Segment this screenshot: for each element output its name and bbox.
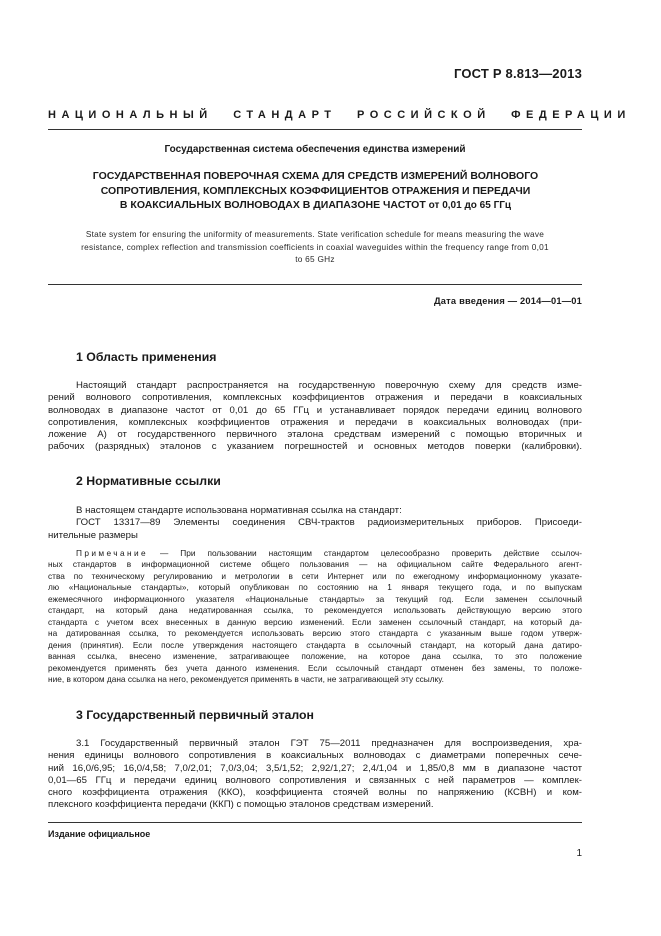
note-line: рекомендуется применять без учета данного изменения. Если ссылочный стандарт отменен без замены, то положе- xyxy=(48,662,582,673)
english-title-line: State system for ensuring the uniformity of measurements. State verification schedule for means measuring the wave xyxy=(85,229,545,239)
title-line: ГОСУДАРСТВЕННАЯ ПОВЕРОЧНАЯ СХЕМА ДЛЯ СРЕДСТВ ИЗМЕРЕНИЙ ВОЛНОВОГО xyxy=(92,170,539,182)
national-standard-banner: НАЦИОНАЛЬНЫЙ СТАНДАРТ РОССИЙСКОЙ ФЕДЕРАЦИИ xyxy=(48,109,631,121)
section-2-heading: 2 Нормативные ссылки xyxy=(76,474,221,488)
text-line: нения единицы волнового сопротивления в коаксиальных волноводах с диаметрами поперечных сече- xyxy=(48,750,582,762)
section-3-text xyxy=(48,738,582,812)
section-2-text xyxy=(48,505,582,542)
text-line: Настоящий стандарт распространяется на государственную поверочную схему для средств изме- xyxy=(76,380,582,391)
note-line: ства по техническому регулированию и метрологии в сети Интернет или по ежегодному информационному указате- xyxy=(48,570,582,581)
section-3-heading: 3 Государственный первичный эталон xyxy=(76,708,314,722)
note-line: дения (принятия). Если после утверждения настоящего стандарта в ссылочный стандарт, на который дана датиро- xyxy=(48,639,582,650)
title-line-range: от 0,01 до 65 ГГц xyxy=(428,200,512,211)
title-line-main: В КОАКСИАЛЬНЫХ ВОЛНОВОДАХ В ДИАПАЗОНЕ ЧАСТОТ xyxy=(119,199,429,211)
note-line: ние, в котором дана ссылка на него, рекомендуется применять в части, не затрагивающей эту ссылку. xyxy=(48,673,444,684)
note-line: ежемесячного информационного указателя «Национальные стандарты» за текущий год. Если заменен ссылочный xyxy=(48,593,582,604)
text-line: рений волнового сопротивления, комплексных коэффициентов отражения и передачи в коаксиальных xyxy=(48,392,582,404)
text-line: сного коэффициента отражения (ККО), коэффициента стоячей волны по напряжению (КСВН) и ком- xyxy=(48,787,582,799)
note-line: лю «Национальные стандарты», который опубликован по состоянию на 1 января текущего года, и по выпускам xyxy=(48,582,582,593)
note-line: ванная ссылка, внесено изменение, затрагивающее положение, на которое дана ссылка, то это положение xyxy=(48,651,582,662)
header-divider xyxy=(48,129,582,130)
page-number: 1 xyxy=(576,848,582,859)
text-line: ний 16,0/6,95; 16,0/4,58; 7,0/2,01; 7,0/3,04; 3,5/1,52; 2,92/1,27; 2,4/1,04 и 1,85/0,8 мм в диапазоне частот xyxy=(48,762,582,774)
text-line: В настоящем стандарте использована нормативная ссылка на стандарт: xyxy=(76,505,402,516)
document-title xyxy=(60,169,571,214)
text-line: ГОСТ 13317—89 Элементы соединения СВЧ-трактов радиоизмерительных приборов. Присоеди- xyxy=(76,517,582,529)
text-line: 3.1 Государственный первичный эталон ГЭТ 75—2011 предназначен для воспроизведения, хра- xyxy=(76,738,582,749)
text-line: плексного коэффициента передачи (ККП) с помощью эталонов средствам измерений. xyxy=(48,799,434,811)
intro-date: Дата введения — 2014—01—01 xyxy=(433,296,582,306)
section-1-text xyxy=(48,380,582,454)
standard-code: ГОСТ Р 8.813—2013 xyxy=(453,66,582,81)
text-line: сопротивления, комплексных коэффициентов отражения и передачи в коаксиальных волноводах (при- xyxy=(48,416,582,428)
note-line xyxy=(48,548,582,559)
note-line: ных стандартов в информационной системе общего пользования — на официальном сайте Федерального агент- xyxy=(48,559,582,570)
section-1-heading: 1 Область применения xyxy=(76,350,217,364)
text-line: рабочих (разрядных) эталонов с указанием погрешностей и основных методов поверки (калибровки). xyxy=(48,441,582,453)
section-2-note xyxy=(48,548,582,685)
note-first-text: — При пользовании настоящим стандартом целесообразно проверить действие ссылоч- xyxy=(148,548,582,558)
note-line: стандарта с учетом всех внесенных в данную версию изменений. Если заменен ссылочный стандарт, на который да- xyxy=(48,616,582,627)
english-title-line: to 65 GHz xyxy=(295,254,335,264)
text-line: нительные размеры xyxy=(48,529,138,541)
note-line: на датированная ссылка, то рекомендуется использовать версию этого стандарта с указанным выше годом утверж- xyxy=(48,628,582,639)
title-line: СОПРОТИВЛЕНИЯ, КОМПЛЕКСНЫХ КОЭФФИЦИЕНТОВ ОТРАЖЕНИЯ И ПЕРЕДАЧИ xyxy=(100,184,531,197)
title-line xyxy=(60,198,571,214)
footer-divider xyxy=(48,822,582,823)
english-title xyxy=(48,228,582,266)
text-line: волноводах в диапазоне частот от 0,01 до 65 ГГц и устанавливает порядок передачи единиц волнового xyxy=(48,404,582,416)
system-subtitle: Государственная система обеспечения единства измерений xyxy=(164,144,466,155)
text-line: 0,01—65 ГГц и передачи единиц волнового сопротивления и связанных с ней параметров — комплек- xyxy=(48,774,582,786)
edition-label: Издание официальное xyxy=(48,829,151,839)
note-label: Примечание xyxy=(76,548,149,558)
title-divider xyxy=(48,284,582,285)
note-line: стандарт, на который дана недатированная ссылка, то рекомендуется использовать действующую версию этого xyxy=(48,605,582,616)
text-line: ложение А) от государственного первичного эталона средствам измерений с помощью вторичных и xyxy=(48,429,582,441)
english-title-line: resistance, complex reflection and transmission coefficients in coaxial waveguides within the frequency range from 0,01 xyxy=(81,241,549,252)
